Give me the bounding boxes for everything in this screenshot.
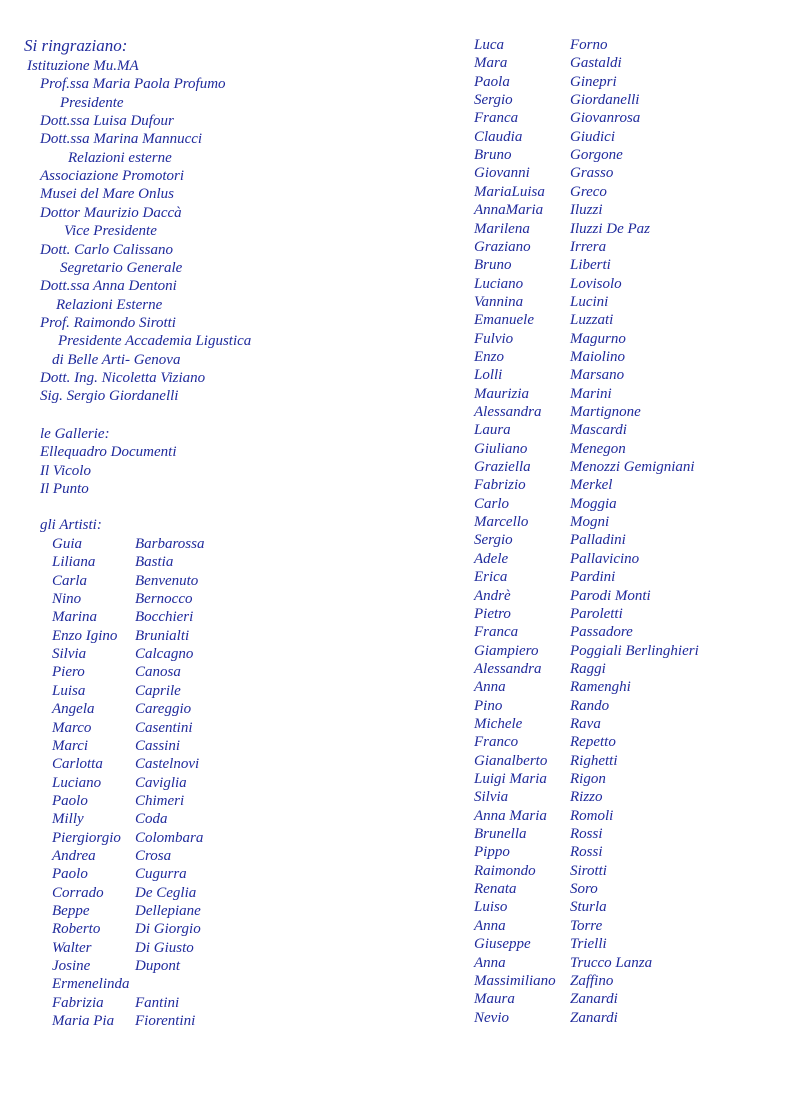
artist-first-name: Mara — [474, 55, 508, 72]
artist-last-name: Rizzo — [570, 789, 603, 806]
artist-last-name: Mogni — [570, 514, 610, 531]
artist-first-name: Fabrizio — [474, 477, 526, 494]
artist-last-name: Lovisolo — [570, 275, 622, 292]
institution-entry: Associazione Promotori — [40, 168, 185, 185]
artist-last-name: Zanardi — [570, 991, 618, 1008]
institution-entry: di Belle Arti- Genova — [52, 351, 181, 368]
artist-last-name: Greco — [570, 183, 607, 200]
artist-first-name: Marco — [52, 719, 92, 736]
artist-last-name: Gorgone — [570, 147, 623, 164]
artist-first-name: Nevio — [474, 1009, 509, 1026]
artist-first-name: Fulvio — [474, 330, 514, 347]
artist-last-name: Romoli — [570, 807, 614, 824]
artist-last-name: Marini — [570, 385, 612, 402]
artist-first-name: Fabrizia — [52, 994, 104, 1011]
artist-last-name: Trucco Lanza — [570, 954, 653, 971]
artist-last-name: Zanardi — [570, 1009, 618, 1026]
artist-last-name: Dellepiane — [135, 903, 201, 919]
artist-first-name: Giuseppe — [474, 936, 531, 953]
artist-last-name: Gastaldi — [570, 55, 622, 72]
artist-last-name: Canosa — [135, 664, 181, 681]
artist-first-name: Vannina — [474, 293, 524, 310]
artist-first-name: Silvia — [474, 789, 509, 806]
artist-last-name: Calcagno — [135, 646, 194, 663]
artist-first-name: Luiso — [474, 899, 508, 916]
artist-first-name: Maria Pia — [52, 1013, 115, 1030]
institution-entry: Vice Presidente — [64, 223, 157, 240]
artist-last-name: Colombara — [135, 829, 204, 846]
artist-first-name: Pino — [474, 697, 503, 714]
artist-last-name: Cassini — [135, 737, 181, 754]
artist-last-name: Rossi — [570, 826, 603, 843]
artist-first-name: Carlo — [474, 495, 510, 512]
artist-last-name: Sirotti — [570, 862, 607, 879]
artist-first-name: Giampiero — [474, 642, 539, 659]
artist-last-name: Rando — [570, 697, 610, 714]
artist-first-name: Enzo — [474, 348, 504, 365]
gallery-item: Ellequadro Documenti — [40, 444, 177, 461]
artist-first-name: Erica — [474, 569, 508, 586]
institution-entry: Dott. Ing. Nicoletta Viziano — [40, 369, 206, 386]
artist-first-name: Franco — [474, 734, 519, 751]
artist-last-name: Menegon — [570, 440, 626, 457]
artist-first-name: Maura — [474, 991, 515, 1008]
artist-first-name: Luciano — [474, 275, 524, 292]
artist-last-name: Lucini — [570, 293, 609, 310]
page-title: Si ringraziano: — [24, 36, 128, 55]
artist-first-name: Laura — [474, 422, 511, 439]
artist-first-name: Angela — [52, 701, 95, 718]
artist-first-name: Enzo Igino — [52, 627, 118, 644]
artist-first-name: Luigi Maria — [474, 771, 547, 787]
artist-last-name: Righetti — [570, 752, 618, 769]
artist-last-name: Zaffino — [570, 972, 614, 989]
artist-first-name: Raimondo — [474, 862, 536, 879]
artist-first-name: Milly — [52, 811, 84, 828]
artist-first-name: Renata — [474, 881, 517, 898]
artist-first-name: Carlotta — [52, 756, 103, 773]
artist-first-name: Anna — [474, 679, 506, 696]
artist-last-name: Dupont — [135, 958, 180, 975]
artist-last-name: Careggio — [135, 701, 192, 718]
artist-first-name: Massimiliano — [474, 972, 556, 989]
artist-first-name: Anna — [474, 917, 506, 934]
artist-last-name: Moggia — [570, 495, 617, 512]
artist-last-name: De Ceglia — [135, 884, 197, 901]
artist-first-name: Liliana — [52, 554, 96, 571]
artist-first-name: Anna Maria — [474, 807, 547, 824]
gallery-item: Il Punto — [40, 481, 89, 498]
artist-last-name: Iluzzi — [570, 202, 603, 219]
artist-last-name: Martignone — [570, 404, 641, 420]
institution-entry: Dott.ssa Anna Dentoni — [40, 278, 177, 295]
artist-first-name: Graziano — [474, 238, 531, 255]
artist-last-name: Maiolino — [570, 348, 625, 365]
artist-first-name: Lolli — [474, 367, 503, 384]
artist-last-name: Liberti — [570, 257, 611, 274]
artist-first-name: Franca — [474, 110, 519, 127]
artist-last-name: Forno — [570, 37, 608, 53]
artist-last-name: Magurno — [570, 330, 626, 347]
artist-first-name: Gianalberto — [474, 752, 548, 769]
artist-first-name: Graziella — [474, 459, 531, 476]
gallery-item: Il Vicolo — [40, 462, 91, 479]
artist-last-name: Barbarossa — [135, 536, 205, 552]
artist-first-name: Paolo — [52, 792, 88, 809]
artist-last-name: Rigon — [570, 771, 606, 787]
artist-first-name: Bruno — [474, 257, 512, 274]
institution-entry: Presidente Accademia Ligustica — [58, 333, 252, 350]
artist-last-name: Palladini — [570, 532, 626, 549]
artist-first-name: Silvia — [52, 646, 87, 663]
artist-last-name: Giordanelli — [570, 92, 640, 109]
artist-last-name: Iluzzi De Paz — [570, 220, 650, 237]
artist-last-name: Torre — [570, 917, 603, 934]
artist-last-name: Benvenuto — [135, 572, 199, 589]
artist-first-name: Paola — [474, 73, 510, 90]
artist-last-name: Di Giorgio — [135, 921, 201, 938]
artist-first-name: Alessandra — [474, 404, 542, 420]
artist-first-name: Marcello — [474, 514, 529, 531]
artist-last-name: Crosa — [135, 847, 172, 864]
artist-last-name: Soro — [570, 881, 598, 898]
artist-first-name: Maurizia — [474, 385, 530, 402]
artist-first-name: AnnaMaria — [474, 202, 544, 219]
artist-first-name: Marci — [52, 737, 89, 754]
artist-last-name: Bernocco — [135, 591, 193, 608]
institution-entry: Segretario Generale — [60, 259, 183, 276]
artist-last-name: Brunialti — [135, 627, 190, 644]
artist-first-name: Adele — [474, 550, 509, 567]
artist-last-name: Raggi — [570, 660, 606, 677]
institution-entry: Dottor Maurizio Daccà — [40, 204, 182, 221]
artist-first-name: Nino — [52, 591, 82, 608]
institution-entry: Prof. Raimondo Sirotti — [40, 314, 176, 331]
artist-first-name: Alessandra — [474, 660, 542, 677]
artist-last-name: Coda — [135, 811, 168, 828]
artist-last-name: Poggiali Berlinghieri — [570, 642, 699, 659]
artist-last-name: Caviglia — [135, 774, 187, 791]
artist-last-name: Ginepri — [570, 73, 617, 90]
artist-first-name: Bruno — [474, 147, 512, 164]
artist-first-name: MariaLuisa — [474, 183, 545, 200]
artist-last-name: Repetto — [570, 734, 616, 751]
artist-last-name: Giudici — [570, 128, 615, 145]
artist-last-name: Giovanrosa — [570, 110, 641, 127]
artist-first-name: Carla — [52, 572, 88, 589]
artist-first-name: Beppe — [52, 903, 90, 919]
artist-last-name: Cugurra — [135, 866, 187, 883]
artist-last-name: Di Giusto — [135, 939, 194, 956]
artist-last-name: Menozzi Gemigniani — [570, 459, 695, 476]
artist-first-name: Sergio — [474, 92, 513, 109]
artist-last-name: Parodi Monti — [570, 587, 651, 604]
artist-last-name: Marsano — [570, 367, 625, 384]
artist-first-name: Pietro — [474, 605, 511, 622]
artist-last-name: Rava — [570, 715, 601, 732]
artist-first-name: Brunella — [474, 826, 527, 843]
artist-first-name: Luca — [474, 37, 504, 53]
artist-first-name: Michele — [474, 715, 523, 732]
artist-first-name: Franca — [474, 624, 519, 641]
artist-last-name: Chimeri — [135, 792, 185, 809]
institution-entry: Relazioni esterne — [68, 149, 172, 166]
artist-first-name: Piero — [52, 664, 85, 681]
artist-first-name: Andrea — [52, 847, 96, 864]
institution-entry: Relazioni Esterne — [56, 296, 163, 313]
institution-entry: Dott.ssa Marina Mannucci — [40, 131, 203, 148]
artist-last-name: Luzzati — [570, 312, 614, 329]
artist-last-name: Caprile — [135, 682, 181, 699]
artist-first-name: Ermenelinda — [52, 976, 130, 993]
artist-last-name: Casentini — [135, 719, 193, 736]
artist-first-name: Guia — [52, 536, 82, 552]
artist-last-name: Passadore — [570, 624, 633, 641]
institution-name: Istituzione Mu.MA — [27, 58, 139, 74]
galleries-heading: le Gallerie: — [40, 426, 110, 442]
artist-first-name: Sergio — [474, 532, 513, 549]
artist-first-name: Andrè — [474, 587, 511, 604]
artist-last-name: Irrera — [570, 238, 607, 255]
artist-first-name: Paolo — [52, 866, 88, 883]
artist-first-name: Giuliano — [474, 440, 528, 457]
artist-last-name: Grasso — [570, 165, 614, 182]
institution-entry: Dott.ssa Luisa Dufour — [40, 113, 174, 130]
artist-last-name: Rossi — [570, 844, 603, 861]
artist-last-name: Pardini — [570, 569, 616, 586]
artist-first-name: Giovanni — [474, 165, 530, 182]
artists-heading: gli Artisti: — [40, 517, 102, 533]
artist-last-name: Merkel — [570, 477, 613, 494]
artist-last-name: Bastia — [135, 554, 174, 571]
artist-last-name: Sturla — [570, 899, 607, 916]
artist-first-name: Roberto — [52, 921, 101, 938]
artist-last-name: Trielli — [570, 936, 607, 953]
artist-first-name: Walter — [52, 939, 92, 956]
institution-entry: Prof.ssa Maria Paola Profumo — [40, 76, 226, 93]
artist-last-name: Paroletti — [570, 605, 623, 622]
artist-first-name: Piergiorgio — [52, 829, 121, 846]
artist-first-name: Pippo — [474, 844, 510, 861]
artist-last-name: Fantini — [135, 994, 180, 1011]
artist-first-name: Luciano — [52, 774, 102, 791]
artist-first-name: Josine — [52, 958, 91, 975]
artist-first-name: Claudia — [474, 128, 523, 145]
artist-first-name: Corrado — [52, 884, 104, 901]
artist-last-name: Ramenghi — [570, 679, 631, 696]
artist-last-name: Bocchieri — [135, 609, 194, 626]
artist-first-name: Emanuele — [474, 312, 534, 329]
artist-last-name: Castelnovi — [135, 756, 200, 773]
institution-entry: Dott. Carlo Calissano — [40, 241, 173, 258]
artist-last-name: Pallavicino — [570, 550, 640, 567]
artist-first-name: Anna — [474, 954, 506, 971]
institution-entry: Musei del Mare Onlus — [40, 186, 175, 203]
artist-first-name: Marina — [52, 609, 97, 626]
institution-entry: Presidente — [60, 94, 124, 111]
artist-last-name: Fiorentini — [135, 1013, 196, 1030]
artist-last-name: Mascardi — [570, 422, 627, 439]
artist-first-name: Marilena — [474, 220, 530, 237]
institution-entry: Sig. Sergio Giordanelli — [40, 388, 179, 405]
artist-first-name: Luisa — [52, 682, 86, 699]
